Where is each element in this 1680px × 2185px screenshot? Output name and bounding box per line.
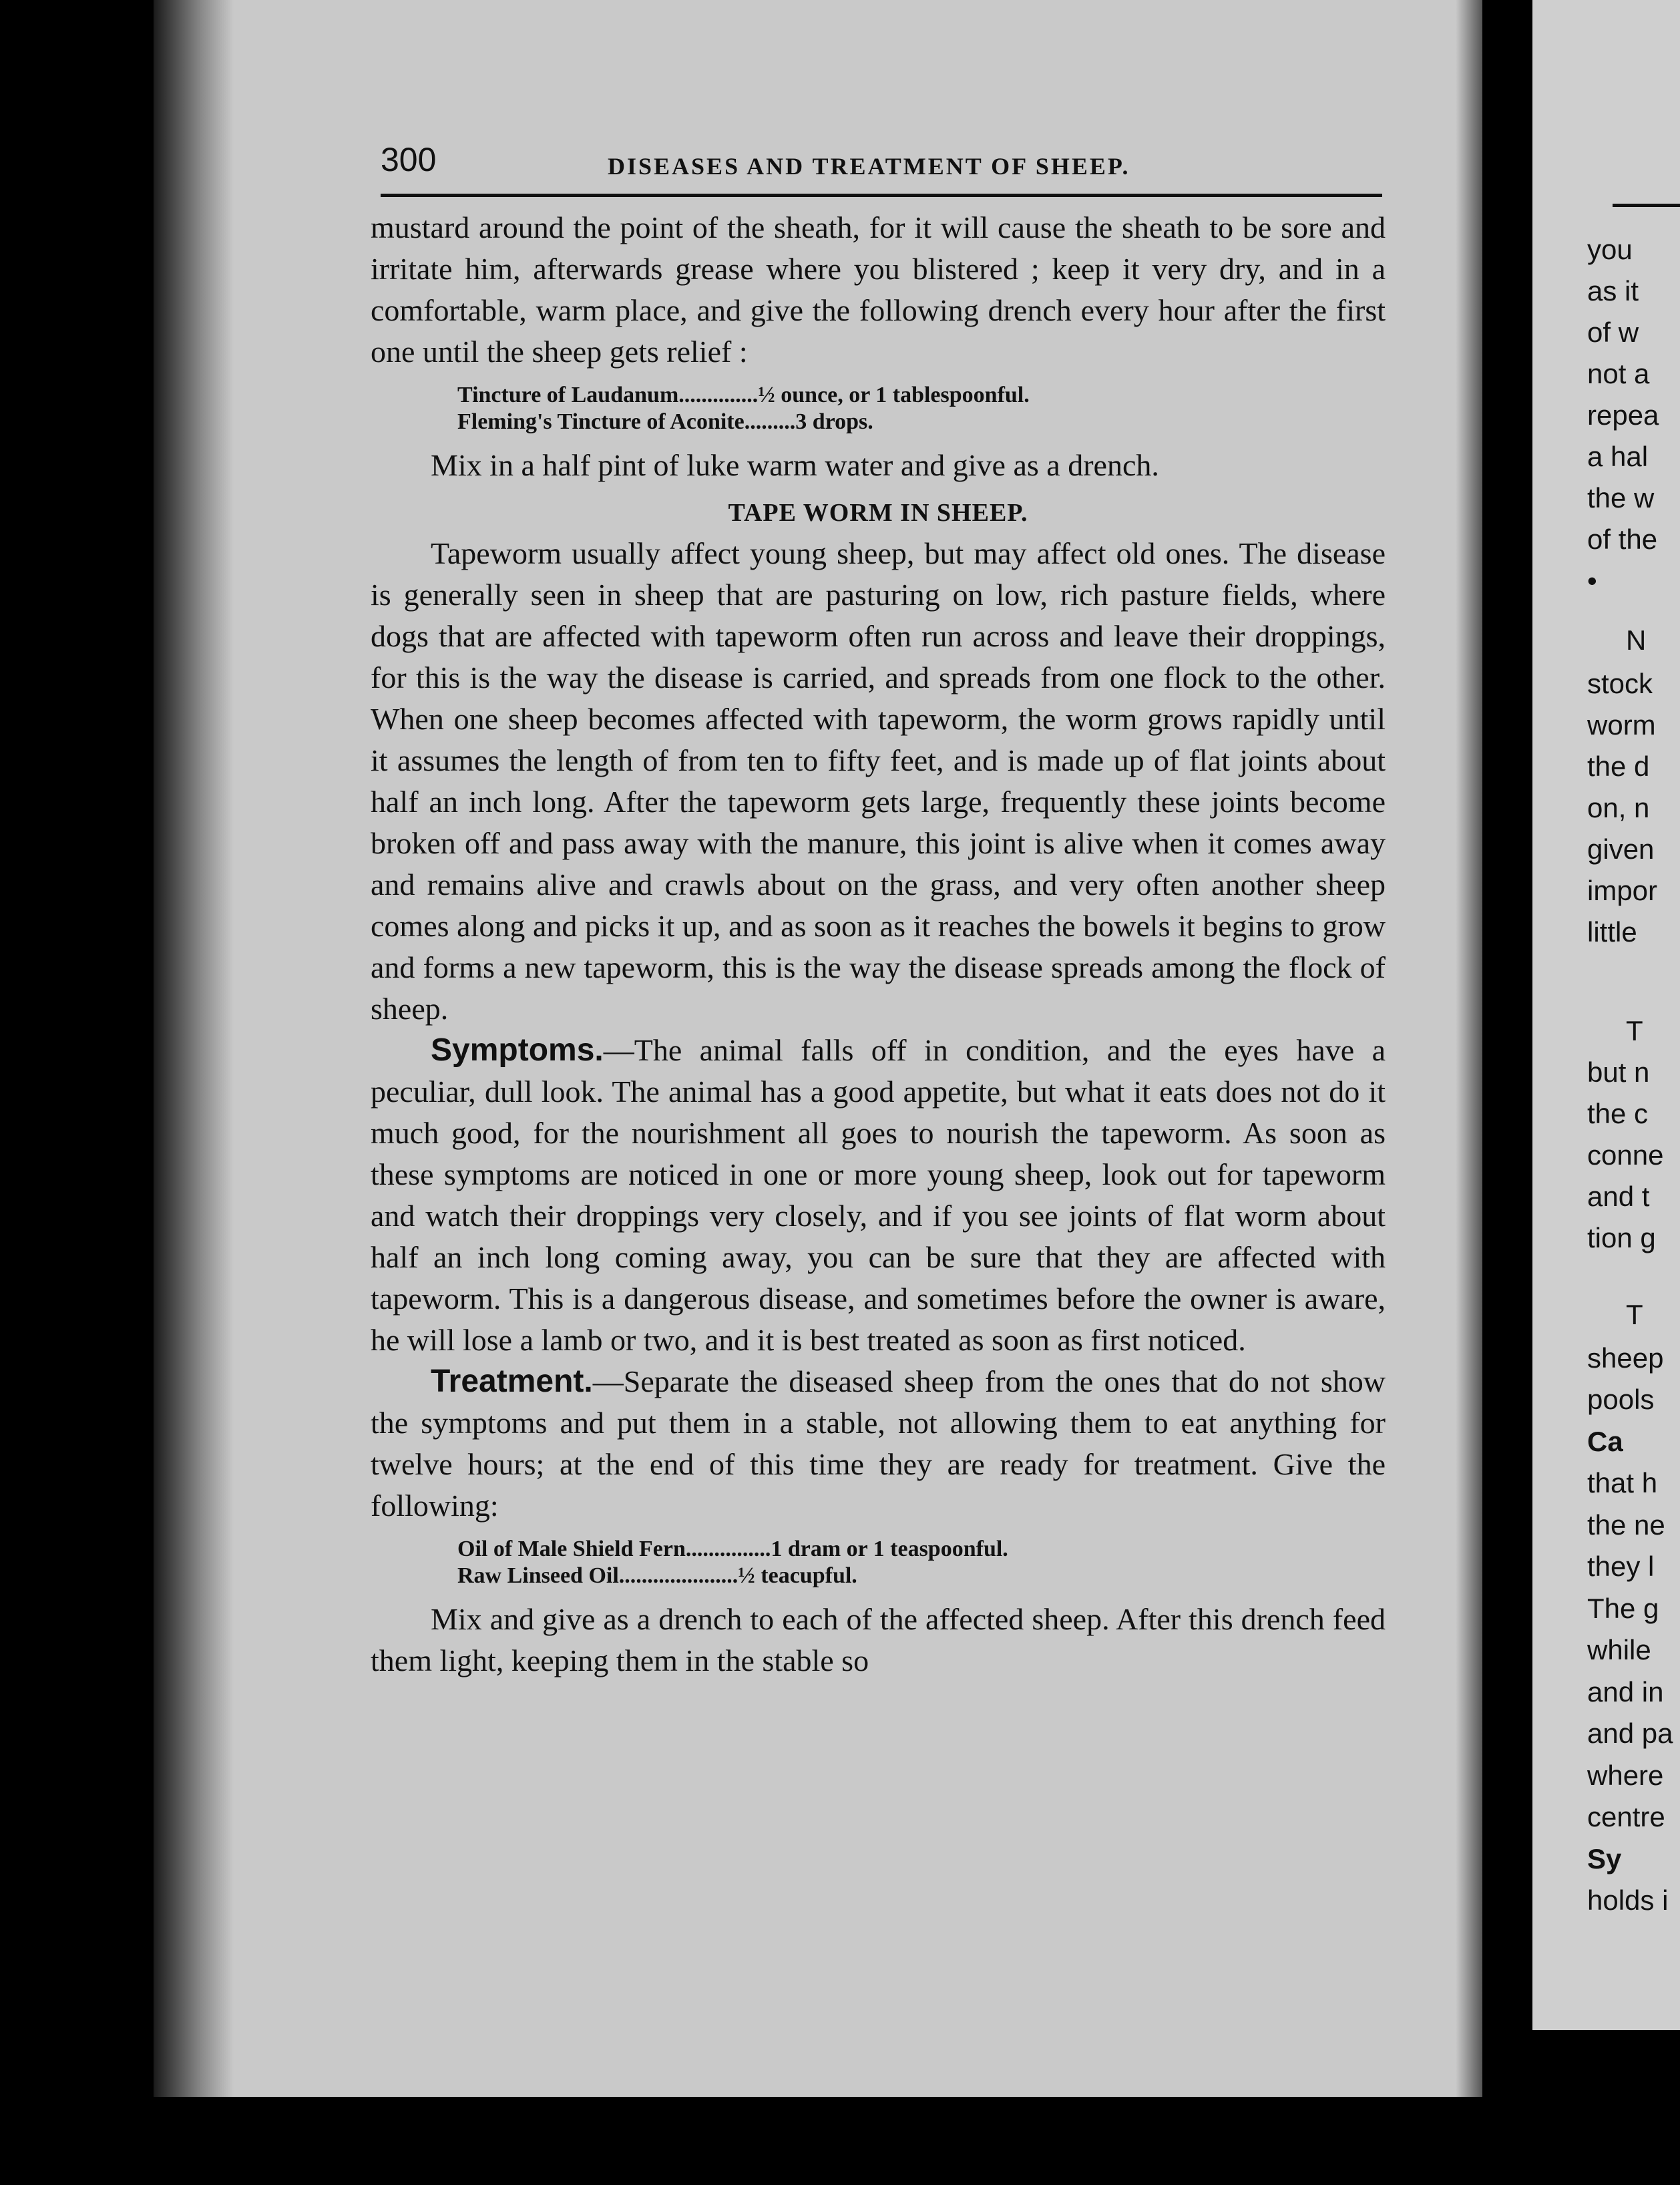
right-page-line: T xyxy=(1626,1015,1643,1046)
paragraph-treatment xyxy=(371,1361,1386,1527)
right-page-line: Ca xyxy=(1587,1426,1623,1457)
right-page-line: the ne xyxy=(1587,1509,1665,1541)
right-page-line: given xyxy=(1587,833,1655,865)
right-page-line: as it xyxy=(1587,275,1639,307)
right-page-line: of w xyxy=(1587,317,1639,348)
prescription-line: Fleming's Tincture of Aconite.........3 drops. xyxy=(457,409,873,434)
prescription-fern xyxy=(457,1536,1386,1589)
paragraph-tapeworm: Tapeworm usually affect young sheep, but may affect old ones. The disease is generally seen in sheep that are pasturing on low, rich pasture fields, where dogs that are affected with tapeworm often run across and leave their droppings, for this is the way the disease is carried, and spreads from one flock to the other. When one sheep becomes affected with tapeworm, the worm grows rapidly until it assumes the length of from ten to fifty feet, and is made up of flat joints about half an inch long. After the tapeworm gets large, frequently these joints become broken off and pass away with the manure, this joint is alive when it comes away and remains alive and crawls about on the grass, and very often another sheep comes along and picks it up, and as soon as it reaches the bowels it begins to grow and forms a new tapeworm, this is the way the disease spreads among the flock of sheep. xyxy=(371,536,1386,1026)
right-page-line: pools xyxy=(1587,1384,1655,1415)
right-page-line: stock xyxy=(1587,668,1653,699)
right-page-line: T xyxy=(1626,1299,1643,1330)
prescription-line: Raw Linseed Oil.....................½ teacupful. xyxy=(457,1563,857,1588)
right-page-line: tion g xyxy=(1587,1222,1656,1253)
right-page-line: not a xyxy=(1587,358,1650,389)
paragraph-continuation: mustard around the point of the sheath, for it will cause the sheath to be sore and irritate him, afterwards grease where you blistered ; keep it very dry, and in a comfortable, warm place, and give the following drench every hour after the first one until the sheep gets relief : xyxy=(371,210,1386,369)
right-page-line: Sy xyxy=(1587,1843,1622,1874)
right-page-line: you xyxy=(1587,234,1633,265)
right-page-line: of the xyxy=(1587,524,1658,555)
right-page-line: that h xyxy=(1587,1467,1658,1499)
prescription-laudanum xyxy=(457,382,1386,435)
right-page-line: centre xyxy=(1587,1801,1665,1832)
paragraph-symptoms xyxy=(371,1030,1386,1361)
right-page-line: conne xyxy=(1587,1139,1664,1171)
treatment-text: —Separate the diseased sheep from the ones that do not show the symptoms and put them in a stable, not allowing them to eat anything for twelve hours; at the end of this time they are ready for treatment. Give the following: xyxy=(371,1364,1386,1523)
right-page-line: a hal xyxy=(1587,441,1649,472)
running-head: DISEASES AND TREATMENT OF SHEEP. xyxy=(608,153,1130,180)
symptoms-label: Symptoms. xyxy=(431,1032,604,1068)
page-header xyxy=(381,140,1382,194)
right-page-line: N xyxy=(1626,624,1647,656)
right-page-line: impor xyxy=(1587,875,1658,906)
right-page-line: where xyxy=(1587,1760,1664,1791)
symptoms-text: —The animal falls off in condition, and the eyes have a peculiar, dull look. The animal has a good appetite, but what it eats does not do it much good, for the nourishment all goes to nourish the tapeworm. As soon as these symptoms are noticed in one or more young sheep, look out for tapeworm and watch their droppings very closely, and if you see joints of flat worm about half an inch long coming away, you can be sure that they are affected with tapeworm. This is a dangerous disease, and sometimes before the owner is aware, he will lose a lamb or two, and it is best treated as soon as first noticed. xyxy=(371,1033,1386,1357)
prescription-line: Oil of Male Shield Fern...............1 dram or 1 teaspoonful. xyxy=(457,1537,1008,1561)
right-page-line: holds i xyxy=(1587,1884,1669,1916)
page-body xyxy=(371,207,1386,1681)
right-page xyxy=(1532,0,1680,2030)
right-page-line: and in xyxy=(1587,1676,1664,1708)
treatment-label: Treatment. xyxy=(431,1364,593,1399)
page-number: 300 xyxy=(381,141,437,178)
right-page-line: they l xyxy=(1587,1551,1655,1582)
right-page-line: but n xyxy=(1587,1056,1650,1088)
right-page-line: • xyxy=(1587,565,1597,596)
prescription-line: Tincture of Laudanum..............½ ounce, or 1 tablespoonful. xyxy=(457,383,1030,407)
right-page-line: and t xyxy=(1587,1181,1650,1212)
paragraph-mix-instructions: Mix in a half pint of luke warm water and give as a drench. xyxy=(431,448,1159,482)
page-gutter xyxy=(1456,0,1482,2097)
right-page-line: sheep xyxy=(1587,1342,1664,1374)
section-heading: TAPE WORM IN SHEEP. xyxy=(728,499,1028,527)
header-rule xyxy=(381,194,1382,197)
right-page-line: worm xyxy=(1587,709,1656,741)
paragraph-drench: Mix and give as a drench to each of the affected sheep. After this drench feed them light, keeping them in the stable so xyxy=(371,1602,1386,1677)
right-page-line: and pa xyxy=(1587,1718,1673,1749)
right-page-line: the c xyxy=(1587,1098,1649,1129)
right-page-line: the w xyxy=(1587,482,1655,514)
right-page-line: little xyxy=(1587,916,1637,948)
right-header-rule xyxy=(1613,204,1680,207)
right-page-line: the d xyxy=(1587,751,1650,782)
right-page-line: on, n xyxy=(1587,792,1650,823)
right-page-line: The g xyxy=(1587,1593,1659,1624)
page-shadow xyxy=(154,0,234,2097)
right-page-line: repea xyxy=(1587,399,1659,431)
right-page-line: while xyxy=(1587,1634,1651,1665)
